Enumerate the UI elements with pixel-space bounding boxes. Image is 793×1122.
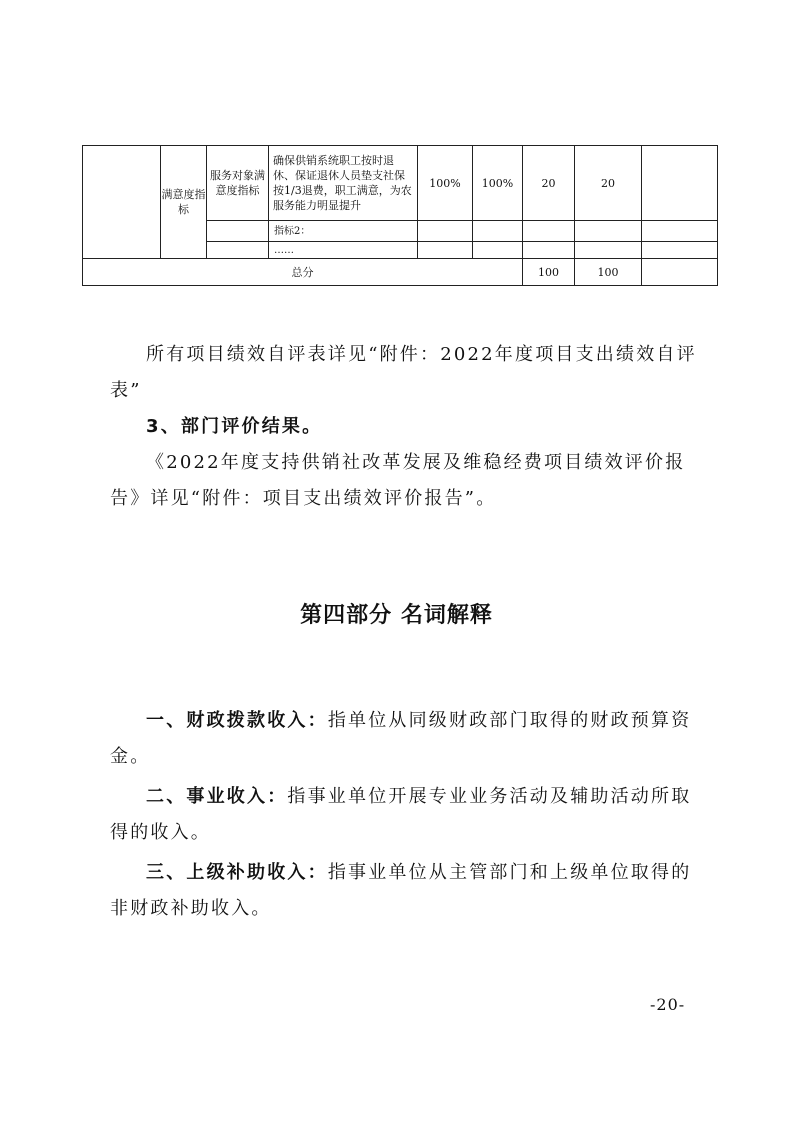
paragraph-self-evaluation: 所有项目绩效自评表详见“附件：2022年度项目支出绩效自评表” (110, 344, 697, 401)
section-title: 第四部分 名词解释 (300, 602, 493, 628)
table-cell-ellipsis: …… (269, 242, 418, 259)
definition-fiscal-appropriation (110, 703, 700, 775)
definition-term: 三、上级补助收入： (146, 862, 328, 883)
definition-term: 二、事业收入： (146, 786, 288, 807)
table-cell-level3: 服务对象满意度指标 (207, 146, 269, 221)
table-cell-total-score: 100 (575, 259, 642, 286)
table-cell-indicator2: 指标2： (269, 221, 418, 242)
definition-superior-subsidy (110, 855, 700, 927)
table-cell-level2: 满意度指标 (161, 146, 207, 259)
table-cell-total-label: 总分 (83, 259, 523, 286)
table-cell-empty (83, 146, 161, 259)
table-cell-description: 确保供销系统职工按时退休、保证退休人员垫支社保按1/3退费，职工满意，为农服务能力明显提升 (269, 146, 418, 221)
table-cell-actual: 100% (473, 146, 523, 221)
table-cell-remark (642, 146, 718, 221)
definition-text: 指单位从同级财政部门取得的财政预算资金。 (110, 710, 692, 767)
paragraph-evaluation-report: 《2022年度支持供销社改革发展及维稳经费项目绩效评价报告》详见“附件：项目支出绩效评价报告”。 (110, 452, 686, 509)
table-cell-score: 20 (575, 146, 642, 221)
table-cell-total-weight: 100 (523, 259, 575, 286)
definition-term: 一、财政拨款收入： (146, 710, 328, 731)
definition-text: 指事业单位开展专业业务活动及辅助活动所取得的收入。 (110, 786, 692, 843)
performance-table (82, 145, 718, 286)
table-cell-target: 100% (418, 146, 473, 221)
subheading-department-evaluation: 3、部门评价结果。 (146, 416, 323, 437)
definition-business-income (110, 779, 700, 851)
definition-text: 指事业单位从主管部门和上级单位取得的非财政补助收入。 (110, 862, 692, 919)
page-number: -20- (650, 995, 686, 1014)
table-cell-weight: 20 (523, 146, 575, 221)
